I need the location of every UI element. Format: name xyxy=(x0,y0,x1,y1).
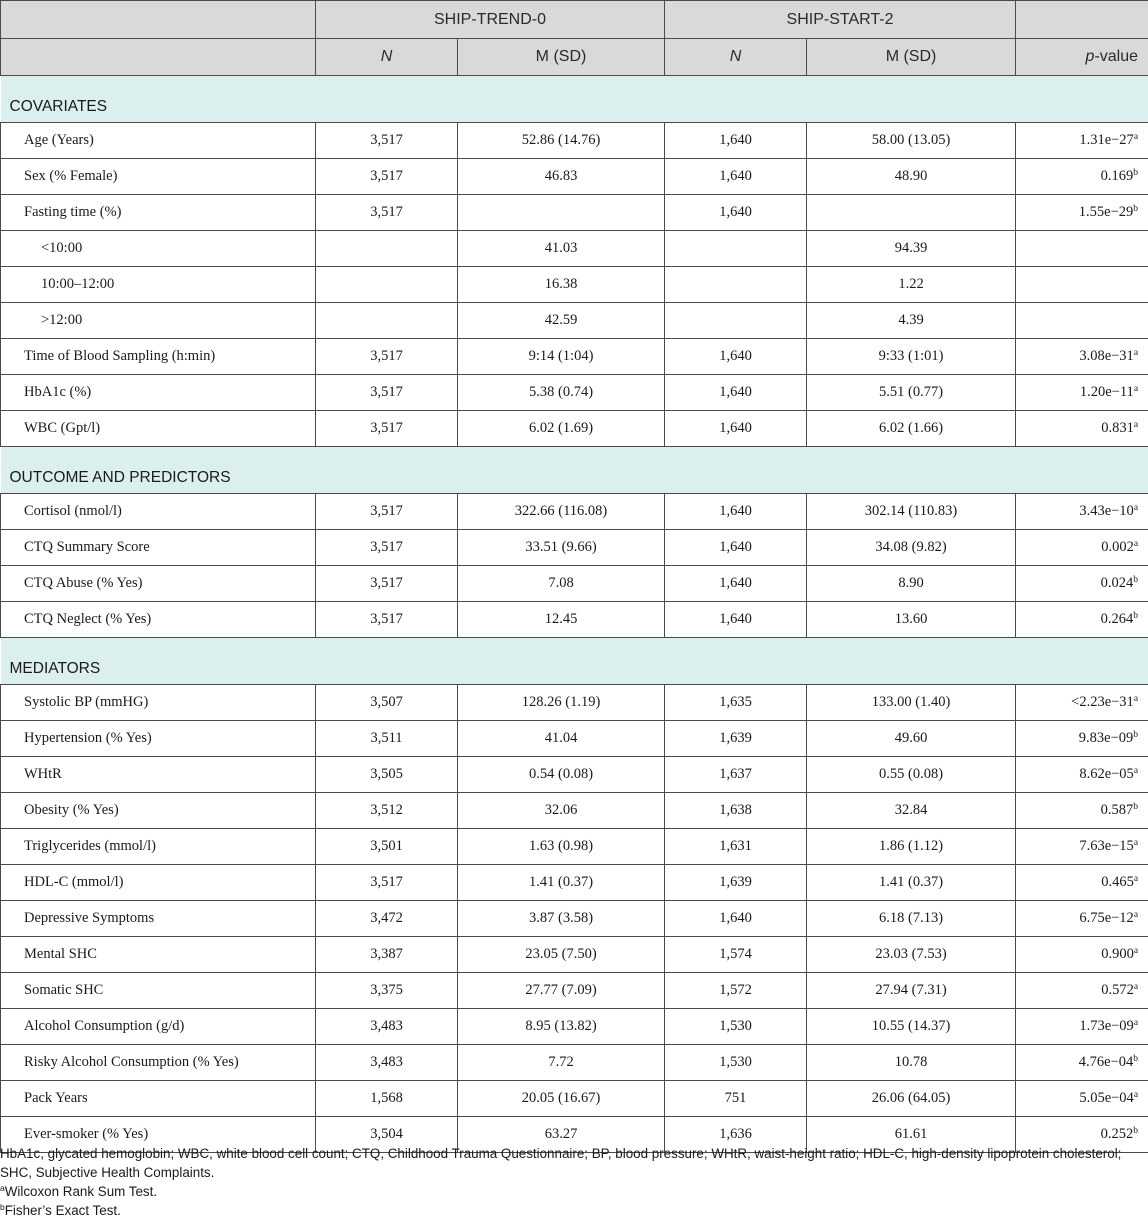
p-value-text: 0.465 xyxy=(1101,874,1134,890)
row-label: HDL-C (mmol/l) xyxy=(1,865,316,901)
table-row xyxy=(1,195,1148,231)
cell-n-start: 1,574 xyxy=(665,937,807,973)
p-value-text: 0.002 xyxy=(1101,539,1134,555)
cell-p-value xyxy=(1016,411,1148,447)
cell-p-value xyxy=(1016,721,1148,757)
p-value-text: 0.169 xyxy=(1100,168,1134,184)
p-value-text: 0.024 xyxy=(1100,575,1134,591)
cell-p-value xyxy=(1016,793,1148,829)
section-row xyxy=(1,76,1148,123)
p-value-footnote-mark: b xyxy=(1133,802,1139,812)
cell-p-value xyxy=(1016,494,1148,530)
cell-n-trend: 3,501 xyxy=(316,829,458,865)
p-value-footnote-mark: a xyxy=(1133,1018,1139,1028)
table-row xyxy=(1,231,1148,267)
p-value-footnote-mark: b xyxy=(1133,168,1139,178)
cell-msd-start: 8.90 xyxy=(807,566,1016,602)
cell-n-trend: 3,517 xyxy=(316,411,458,447)
cell-msd-trend: 16.38 xyxy=(458,267,665,303)
cell-n-trend: 3,517 xyxy=(316,159,458,195)
row-label: CTQ Summary Score xyxy=(1,530,316,566)
p-value-text: <2.23e−31 xyxy=(1071,694,1134,710)
row-label: Fasting time (%) xyxy=(1,195,316,231)
cell-msd-trend: 5.38 (0.74) xyxy=(458,375,665,411)
row-label: <10:00 xyxy=(1,231,316,267)
table-row xyxy=(1,494,1148,530)
row-label: WHtR xyxy=(1,757,316,793)
table-row xyxy=(1,123,1148,159)
cell-msd-start: 34.08 (9.82) xyxy=(807,530,1016,566)
cell-n-trend: 3,517 xyxy=(316,494,458,530)
footnote-b-mark: b xyxy=(0,1202,5,1212)
row-label: HbA1c (%) xyxy=(1,375,316,411)
cell-n-start: 1,637 xyxy=(665,757,807,793)
cell-msd-start: 58.00 (13.05) xyxy=(807,123,1016,159)
cell-n-start: 1,639 xyxy=(665,865,807,901)
p-value-footnote-mark: a xyxy=(1133,910,1139,920)
cell-p-value xyxy=(1016,1009,1148,1045)
cell-n-trend: 3,504 xyxy=(316,1117,458,1153)
row-label: Ever-smoker (% Yes) xyxy=(1,1117,316,1153)
cell-p-value xyxy=(1016,123,1148,159)
table-row xyxy=(1,721,1148,757)
cell-p-value xyxy=(1016,159,1148,195)
p-value-text: 0.572 xyxy=(1101,982,1134,998)
cell-n-start: 1,631 xyxy=(665,829,807,865)
cell-p-value xyxy=(1016,901,1148,937)
cell-msd-start: 10.55 (14.37) xyxy=(807,1009,1016,1045)
cell-n-start xyxy=(665,231,807,267)
header-msd-start: M (SD) xyxy=(807,39,1016,76)
cell-p-value xyxy=(1016,1045,1148,1081)
cell-n-start: 1,635 xyxy=(665,685,807,721)
cell-p-value xyxy=(1016,566,1148,602)
table-row xyxy=(1,973,1148,1009)
cell-msd-start: 10.78 xyxy=(807,1045,1016,1081)
p-value-text: 3.08e−31 xyxy=(1079,348,1134,364)
cell-msd-trend: 32.06 xyxy=(458,793,665,829)
cell-msd-start xyxy=(807,195,1016,231)
cell-msd-trend: 128.26 (1.19) xyxy=(458,685,665,721)
table-row xyxy=(1,937,1148,973)
header-empty-cell xyxy=(1,1,316,39)
cell-msd-trend: 0.54 (0.08) xyxy=(458,757,665,793)
row-label: CTQ Abuse (% Yes) xyxy=(1,566,316,602)
cell-n-trend: 3,517 xyxy=(316,375,458,411)
p-value-footnote-mark: a xyxy=(1133,694,1139,704)
header-n-start: N xyxy=(665,39,807,76)
cell-n-trend: 3,483 xyxy=(316,1009,458,1045)
table-row xyxy=(1,901,1148,937)
row-label: Somatic SHC xyxy=(1,973,316,1009)
table-row xyxy=(1,757,1148,793)
header-msd-trend: M (SD) xyxy=(458,39,665,76)
header-p-value xyxy=(1016,39,1148,76)
cell-n-trend xyxy=(316,303,458,339)
cell-msd-start: 9:33 (1:01) xyxy=(807,339,1016,375)
cell-n-trend: 3,511 xyxy=(316,721,458,757)
cell-msd-trend: 41.04 xyxy=(458,721,665,757)
p-value-footnote-mark: a xyxy=(1133,982,1139,992)
cell-msd-start: 1.86 (1.12) xyxy=(807,829,1016,865)
cell-p-value xyxy=(1016,937,1148,973)
cell-msd-start: 4.39 xyxy=(807,303,1016,339)
cell-p-value xyxy=(1016,865,1148,901)
cell-msd-start: 6.02 (1.66) xyxy=(807,411,1016,447)
header-p-rest: -value xyxy=(1094,48,1139,65)
p-value-footnote-mark: a xyxy=(1133,946,1139,956)
cell-msd-start: 27.94 (7.31) xyxy=(807,973,1016,1009)
header-row-columns xyxy=(1,39,1148,76)
footnote-b xyxy=(0,1201,1144,1220)
cell-n-start: 1,640 xyxy=(665,602,807,638)
p-value-footnote-mark: a xyxy=(1133,384,1139,394)
table-row xyxy=(1,829,1148,865)
table-row xyxy=(1,267,1148,303)
cell-msd-trend: 33.51 (9.66) xyxy=(458,530,665,566)
cell-n-start: 1,640 xyxy=(665,411,807,447)
cell-msd-start: 0.55 (0.08) xyxy=(807,757,1016,793)
cell-p-value xyxy=(1016,973,1148,1009)
cell-msd-trend: 1.41 (0.37) xyxy=(458,865,665,901)
p-value-text: 0.831 xyxy=(1101,420,1134,436)
cell-p-value xyxy=(1016,602,1148,638)
p-value-text: 8.62e−05 xyxy=(1079,766,1134,782)
cell-n-trend: 3,517 xyxy=(316,566,458,602)
cell-n-start: 1,640 xyxy=(665,339,807,375)
cell-p-value xyxy=(1016,303,1148,339)
header-n-trend: N xyxy=(316,39,458,76)
cell-n-start: 1,640 xyxy=(665,159,807,195)
table-row xyxy=(1,375,1148,411)
section-title: COVARIATES xyxy=(1,76,1148,123)
cell-n-start: 1,530 xyxy=(665,1009,807,1045)
footnote-abbreviations: HbA1c, glycated hemoglobin; WBC, white blood cell count; CTQ, Childhood Trauma Questionnaire; BP, blood pressure; WHtR, waist-height ratio; HDL-C, high-density lipoprotein cholesterol; SHC, Subjective Health Complaints. xyxy=(0,1146,1122,1180)
cell-n-start: 1,640 xyxy=(665,195,807,231)
cell-msd-start: 302.14 (110.83) xyxy=(807,494,1016,530)
cell-n-trend: 3,512 xyxy=(316,793,458,829)
cell-n-trend: 3,517 xyxy=(316,195,458,231)
footnote-a-mark: a xyxy=(0,1183,5,1193)
p-value-footnote-mark: a xyxy=(1133,420,1139,430)
cell-msd-trend: 7.08 xyxy=(458,566,665,602)
section-row xyxy=(1,638,1148,685)
cell-n-trend: 3,517 xyxy=(316,530,458,566)
cell-n-trend: 3,517 xyxy=(316,339,458,375)
p-value-text: 0.252 xyxy=(1100,1126,1134,1142)
cell-p-value xyxy=(1016,267,1148,303)
cell-msd-trend: 20.05 (16.67) xyxy=(458,1081,665,1117)
cell-n-start: 1,640 xyxy=(665,901,807,937)
p-value-text: 6.75e−12 xyxy=(1079,910,1134,926)
cell-msd-start: 5.51 (0.77) xyxy=(807,375,1016,411)
p-value-footnote-mark: a xyxy=(1133,838,1139,848)
cell-msd-start: 61.61 xyxy=(807,1117,1016,1153)
cell-n-start: 1,640 xyxy=(665,530,807,566)
cell-msd-trend: 46.83 xyxy=(458,159,665,195)
p-value-text: 5.05e−04 xyxy=(1079,1090,1134,1106)
cell-p-value xyxy=(1016,757,1148,793)
table-row xyxy=(1,303,1148,339)
table-row xyxy=(1,1045,1148,1081)
cell-msd-start: 23.03 (7.53) xyxy=(807,937,1016,973)
row-label: Cortisol (nmol/l) xyxy=(1,494,316,530)
row-label: WBC (Gpt/l) xyxy=(1,411,316,447)
cell-msd-start: 94.39 xyxy=(807,231,1016,267)
cell-n-start xyxy=(665,267,807,303)
p-value-text: 7.63e−15 xyxy=(1079,838,1134,854)
table-body xyxy=(1,76,1148,1153)
header-p-italic: p xyxy=(1085,48,1095,65)
p-value-text: 4.76e−04 xyxy=(1078,1054,1134,1070)
table-footnotes xyxy=(0,1144,1144,1220)
table-row xyxy=(1,865,1148,901)
cell-msd-trend: 27.77 (7.09) xyxy=(458,973,665,1009)
p-value-footnote-mark: b xyxy=(1133,1126,1139,1136)
header-group-ship-trend-0: SHIP-TREND-0 xyxy=(316,1,665,39)
cell-msd-start: 1.22 xyxy=(807,267,1016,303)
cell-n-trend xyxy=(316,267,458,303)
cell-msd-trend: 23.05 (7.50) xyxy=(458,937,665,973)
row-label: Depressive Symptoms xyxy=(1,901,316,937)
cell-p-value xyxy=(1016,829,1148,865)
p-value-footnote-mark: a xyxy=(1133,766,1139,776)
row-label: Sex (% Female) xyxy=(1,159,316,195)
cell-msd-start: 26.06 (64.05) xyxy=(807,1081,1016,1117)
p-value-text: 9.83e−09 xyxy=(1078,730,1134,746)
p-value-footnote-mark: a xyxy=(1133,503,1139,513)
p-value-footnote-mark: a xyxy=(1133,348,1139,358)
p-value-text: 1.55e−29 xyxy=(1078,204,1134,220)
row-label: Hypertension (% Yes) xyxy=(1,721,316,757)
table-row xyxy=(1,566,1148,602)
cell-p-value xyxy=(1016,339,1148,375)
cell-p-value xyxy=(1016,1081,1148,1117)
cell-msd-trend: 3.87 (3.58) xyxy=(458,901,665,937)
cell-msd-start: 32.84 xyxy=(807,793,1016,829)
table-row xyxy=(1,793,1148,829)
cell-n-start: 1,572 xyxy=(665,973,807,1009)
p-value-footnote-mark: b xyxy=(1133,1054,1139,1064)
p-value-text: 0.264 xyxy=(1100,611,1134,627)
table-row xyxy=(1,602,1148,638)
row-label: Alcohol Consumption (g/d) xyxy=(1,1009,316,1045)
cell-n-start: 1,530 xyxy=(665,1045,807,1081)
row-label: Systolic BP (mmHG) xyxy=(1,685,316,721)
cell-n-trend: 3,483 xyxy=(316,1045,458,1081)
p-value-text: 1.20e−11 xyxy=(1079,384,1134,400)
header-group-ship-start-2: SHIP-START-2 xyxy=(665,1,1016,39)
table-row xyxy=(1,530,1148,566)
section-row xyxy=(1,447,1148,494)
row-label: 10:00–12:00 xyxy=(1,267,316,303)
p-value-footnote-mark: a xyxy=(1133,539,1139,549)
p-value-footnote-mark: b xyxy=(1133,575,1139,585)
p-value-footnote-mark: a xyxy=(1133,874,1139,884)
cell-msd-start: 1.41 (0.37) xyxy=(807,865,1016,901)
cell-n-trend: 3,472 xyxy=(316,901,458,937)
cell-msd-start: 48.90 xyxy=(807,159,1016,195)
cell-p-value xyxy=(1016,375,1148,411)
footnote-b-text: Fisher’s Exact Test. xyxy=(4,1203,121,1218)
row-label: Mental SHC xyxy=(1,937,316,973)
row-label: Pack Years xyxy=(1,1081,316,1117)
cell-p-value xyxy=(1016,195,1148,231)
footnote-a-text: Wilcoxon Rank Sum Test. xyxy=(4,1184,158,1199)
cell-n-start: 1,640 xyxy=(665,123,807,159)
header-empty-cell xyxy=(1,39,316,76)
cell-n-start: 1,640 xyxy=(665,494,807,530)
cell-msd-start: 6.18 (7.13) xyxy=(807,901,1016,937)
header-row-groups xyxy=(1,1,1148,39)
cell-p-value xyxy=(1016,231,1148,267)
row-label: Age (Years) xyxy=(1,123,316,159)
table-row xyxy=(1,339,1148,375)
cell-msd-start: 13.60 xyxy=(807,602,1016,638)
cell-msd-trend: 41.03 xyxy=(458,231,665,267)
row-label: Obesity (% Yes) xyxy=(1,793,316,829)
p-value-text: 1.73e−09 xyxy=(1079,1018,1134,1034)
row-label: Triglycerides (mmol/l) xyxy=(1,829,316,865)
row-label: Time of Blood Sampling (h:min) xyxy=(1,339,316,375)
cell-n-start: 1,638 xyxy=(665,793,807,829)
section-title: MEDIATORS xyxy=(1,638,1148,685)
cell-n-trend: 3,517 xyxy=(316,602,458,638)
cell-msd-trend: 12.45 xyxy=(458,602,665,638)
cell-n-trend: 3,507 xyxy=(316,685,458,721)
table-row xyxy=(1,685,1148,721)
cell-n-start: 1,640 xyxy=(665,566,807,602)
footnote-a xyxy=(0,1182,1144,1201)
section-title: OUTCOME AND PREDICTORS xyxy=(1,447,1148,494)
cell-n-trend: 3,505 xyxy=(316,757,458,793)
cell-n-trend xyxy=(316,231,458,267)
row-label: CTQ Neglect (% Yes) xyxy=(1,602,316,638)
cell-msd-trend: 6.02 (1.69) xyxy=(458,411,665,447)
table-row xyxy=(1,159,1148,195)
p-value-text: 1.31e−27 xyxy=(1079,132,1134,148)
cell-n-start xyxy=(665,303,807,339)
table-row xyxy=(1,1009,1148,1045)
p-value-text: 0.900 xyxy=(1101,946,1134,962)
cell-msd-trend: 52.86 (14.76) xyxy=(458,123,665,159)
cell-n-trend: 3,517 xyxy=(316,865,458,901)
table-row xyxy=(1,411,1148,447)
cell-p-value xyxy=(1016,685,1148,721)
cell-n-start: 1,639 xyxy=(665,721,807,757)
cell-msd-trend: 42.59 xyxy=(458,303,665,339)
cell-msd-trend xyxy=(458,195,665,231)
p-value-text: 3.43e−10 xyxy=(1079,503,1134,519)
cell-msd-trend: 322.66 (116.08) xyxy=(458,494,665,530)
p-value-footnote-mark: b xyxy=(1133,204,1139,214)
cell-msd-trend: 8.95 (13.82) xyxy=(458,1009,665,1045)
cell-msd-start: 133.00 (1.40) xyxy=(807,685,1016,721)
cell-msd-trend: 63.27 xyxy=(458,1117,665,1153)
cell-msd-trend: 9:14 (1:04) xyxy=(458,339,665,375)
cell-n-trend: 1,568 xyxy=(316,1081,458,1117)
p-value-text: 0.587 xyxy=(1100,802,1134,818)
cell-n-start: 1,640 xyxy=(665,375,807,411)
header-empty-cell xyxy=(1016,1,1148,39)
p-value-footnote-mark: a xyxy=(1133,132,1139,142)
cell-msd-start: 49.60 xyxy=(807,721,1016,757)
cell-n-start: 1,636 xyxy=(665,1117,807,1153)
cell-n-start: 751 xyxy=(665,1081,807,1117)
p-value-footnote-mark: b xyxy=(1133,611,1139,621)
cell-p-value xyxy=(1016,530,1148,566)
cell-msd-trend: 7.72 xyxy=(458,1045,665,1081)
cell-n-trend: 3,387 xyxy=(316,937,458,973)
cell-msd-trend: 1.63 (0.98) xyxy=(458,829,665,865)
p-value-footnote-mark: b xyxy=(1133,730,1139,740)
cell-n-trend: 3,375 xyxy=(316,973,458,1009)
p-value-footnote-mark: a xyxy=(1133,1090,1139,1100)
cell-n-trend: 3,517 xyxy=(316,123,458,159)
table-row xyxy=(1,1081,1148,1117)
row-label: >12:00 xyxy=(1,303,316,339)
row-label: Risky Alcohol Consumption (% Yes) xyxy=(1,1045,316,1081)
